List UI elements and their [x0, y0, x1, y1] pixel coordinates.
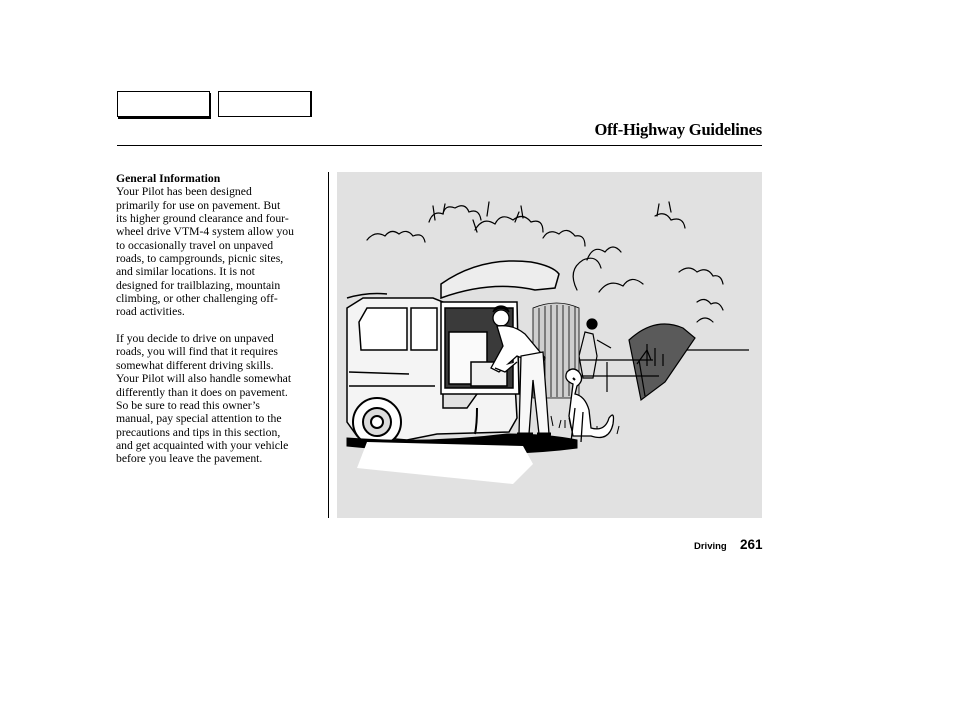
footer-section-name: Driving — [694, 541, 727, 552]
nav-tab-previous[interactable] — [117, 91, 210, 117]
page-title: Off-Highway Guidelines — [594, 120, 762, 139]
ground-patch — [357, 442, 533, 484]
text-column — [116, 172, 328, 466]
paragraph-2: If you decide to drive on unpaved roads, you will find that it requires somewhat different driving skills. Your Pilot will also handle somewhat differently than it does on pavement. So be sure to read this owner’s manual, pay special attention to the precautions and tips in this section, and get acquainted with your vehicle before you leave the pavement. — [116, 332, 292, 466]
paragraph-1: Your Pilot has been designed primarily for use on pavement. But its higher ground clearance and four- wheel drive VTM-4 system allow you to occasionally travel on unpaved roads, to campgrounds, picnic sites, and similar locations. It is not designed for trailblazing, mountain climbing, or other challenging off- road activities. — [116, 185, 294, 319]
nav-tab-next[interactable] — [218, 91, 311, 117]
camper-figure — [579, 319, 611, 378]
section-heading: General Information — [116, 172, 221, 185]
page-number: 261 — [740, 537, 763, 552]
tent — [629, 324, 749, 400]
column-divider — [328, 172, 329, 518]
dog-figure — [566, 369, 614, 442]
campsite-illustration — [337, 172, 762, 518]
title-rule — [117, 145, 762, 146]
